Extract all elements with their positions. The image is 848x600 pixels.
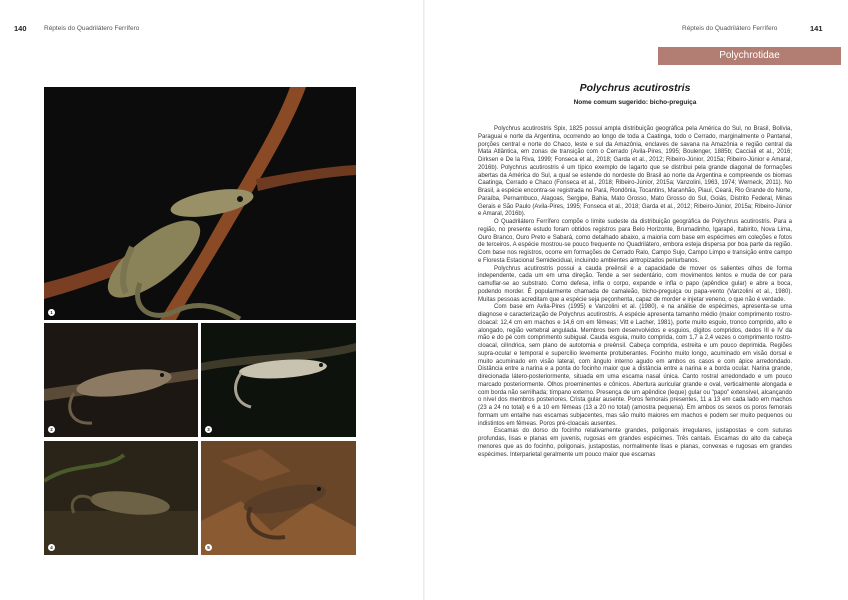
paragraph-behavior: Polychrus acutirostris possui a cauda preênsil e a capacidade de mover os salientes olhos de forma independente, cada um em uma direção. Tende a ser sedentário, com movimentos lentos e muda de cor para camuflar-se ao substrato. Como defesa, infla o corpo, expande e infla o papo (apêndice gular) e abre a boca, podendo morder. É popularmente chamada de camaleão, bicho-preguiça ou papa-vento (Vanzolini et al., 1980). Muitas pessoas acreditam que a espécie seja peçonhenta, capaz de morder e injetar veneno, o que não é verdade. — [478, 265, 792, 303]
photo-2 — [44, 323, 198, 437]
photo-number-1: 1 — [48, 309, 55, 316]
species-title: Polychrus acutirostris — [579, 82, 691, 94]
common-name: Nome comum sugerido: bicho-preguiça — [573, 99, 697, 106]
right-page-number: 141 — [810, 24, 823, 33]
body-text — [478, 126, 792, 459]
lizard-on-branch-image — [44, 87, 356, 320]
paragraph-quadrilatero: O Quadrilátero Ferrífero compõe o limite sudeste da distribuição geográfica de Polychrus acutirostris. Para a região, no presente estudo foram obtidos registros para Belo Horizonte, Brumadinho, Igarapé, Itabirito, Nova Lima, Ouro Branco, Ouro Preto e Sabará, como detalhado abaixo, a maioria com base em espécimes em coleções e fotos de terceiros. A espécie mostrou-se pouco frequente no Quadrilátero, embora esteja dispersa por boa parte da região. Com base nos registros, ocorre em formações de Cerrado Ralo, Campo Sujo, Campo Limpo e transição entre campo e Floresta Estacional Semidecidual, incluindo ambientes antropizados periurbanos. — [478, 219, 792, 264]
right-running-head: Répteis do Quadrilátero Ferrífero — [682, 25, 778, 32]
page-gutter — [423, 0, 425, 600]
lizard-on-leaves-image — [201, 441, 356, 555]
photo-number-5: 5 — [205, 544, 212, 551]
pale-lizard-image — [201, 323, 356, 437]
left-page-number: 140 — [14, 24, 27, 33]
photo-number-2: 2 — [48, 426, 55, 433]
paragraph-distribution: Polychrus acutirostris Spix, 1825 possui ampla distribuição geográfica pela América do Sul, no Brasil, Bolívia, Paraguai e norte da Argentina, ocorrendo ao longo de toda a Caatinga, todo o Cerrado, marginalmente o Pantanal, porções central e norte do Chaco, leste e sul da Amazônia, enclaves de savana na Amazônia e região central da Mata Atlântica, em zonas de transição com o Cerrado (Avila-Pires, 1995; Boulenger, 1885b; Cacciali et al., 2016; Dirksen e De la Riva, 1999; Fonseca et al., 2018; Garda et al., 2012; Ribeiro-Júnior, 2015a; Ribeiro-Júnior e Amaral, 2016b). Polychrus acutirostris é um típico exemplo de lagarto que se distribui pela grande diagonal de formações abertas da América do Sul, a qual se estende do nordeste do Brasil ao norte da Argentina e compreende os biomas Caatinga, Cerrado e Chaco (Fonseca et al., 2018; Ribeiro-Júnior, 2015a; Vanzolini, 1963, 1974; Werneck, 2011). No Brasil, a espécie encontra-se registrada no Pará, Rondônia, Tocantins, Maranhão, Piauí, Ceará, Rio Grande do Norte, Paraíba, Pernambuco, Alagoas, Sergipe, Bahia, Mato Grosso, Mato Grosso do Sul, Goiás, Distrito Federal, Minas Gerais e São Paulo (Avila-Pires, 1995; Fonseca et al., 2018; Garda et al., 2012; Ribeiro-Júnior, 2015a; Ribeiro-Júnior e Amaral, 2016b). — [478, 126, 792, 218]
lizard-on-twig-image — [44, 323, 198, 437]
photo-3 — [201, 323, 356, 437]
paragraph-diagnosis: Com base em Avila-Pires (1995) e Vanzolini et al. (1980), e na análise de espécimes, apresenta-se uma diagnose e caracterização de Polychrus acutirostris. A espécie apresenta tamanho médio (maior comprimento rostro-cloacal: 12,4 cm em machos e 14,6 cm em fêmeas; Vitt e Lacher, 1981), porte muito esguio, tronco comprido, alto e alongado, região vertebral angulada. Membros bem desenvolvidos e esguios, dígitos compridos, dedos III e IV da mão e do pé com comprimento subigual. Cauda esguia, muito comprida, com 1,7 a 2,4 vezes o comprimento rostro-cloacal, cilíndrica, sem plano de autotomia e preênsil. Cabeça comprida, estreita e um pouco deprimida. Regiões supra-ocular e temporal e supercílio levemente protuberantes. Focinho muito longo, acuminado em visão dorsal e muito acuminado em visão lateral, com ângulo interno agudo em ambos os casos e com ápice arredondado. Distância entre a narina e a ponta do focinho maior que a distância entre a narina e a borda ocular. Narina grande, direcionada látero-posteriormente, situada em uma escama nasal única. Canto rostral arredondado e um pouco marcado posteriormente. Olhos proeminentes e cônicos. Abertura auricular grande e oval, verticalmente alongada e com borda não serrilhada; tímpano externo. Presença de um apêndice (leque) gular ou "papo" extensível, alcançando o nível dos membros posteriores. Crista gular ausente. Poros femorais presentes, 11 a 13 em cada lado em machos (23 a 24 no total) e 6 a 10 em fêmeas (13 a 20 no total) (amostra pequena). Em ambos os sexos os poros femorais formam um entalhe nas escamas subjacentes, mas são muito maiores em machos e podem ser muito pequenos ou indistintos em fêmeas. Poros pré-cloacais ausentes. — [478, 304, 792, 427]
lizard-on-ground-image — [44, 441, 198, 555]
photo-4 — [44, 441, 198, 555]
paragraph-scales: Escamas do dorso do focinho relativamente grandes, poligonais irregulares, justapostas e com suturas profundas, lisas e planas em juvenis, rugosas em grandes espécimes. Três cantais. Escamas do alto da cabeça menores que as do focinho, poligonais, justapostas, normalmente lisas e planas, convexas e rugosas em grandes espécimes. Interparietal geralmente um pouco maior que escamas — [478, 428, 792, 458]
left-running-head: Répteis do Quadrilátero Ferrífero — [44, 25, 140, 32]
photo-number-3: 3 — [205, 426, 212, 433]
photo-1 — [44, 87, 356, 320]
photo-5 — [201, 441, 356, 555]
family-tab: Polychrotidae — [658, 47, 841, 65]
photo-number-4: 4 — [48, 544, 55, 551]
